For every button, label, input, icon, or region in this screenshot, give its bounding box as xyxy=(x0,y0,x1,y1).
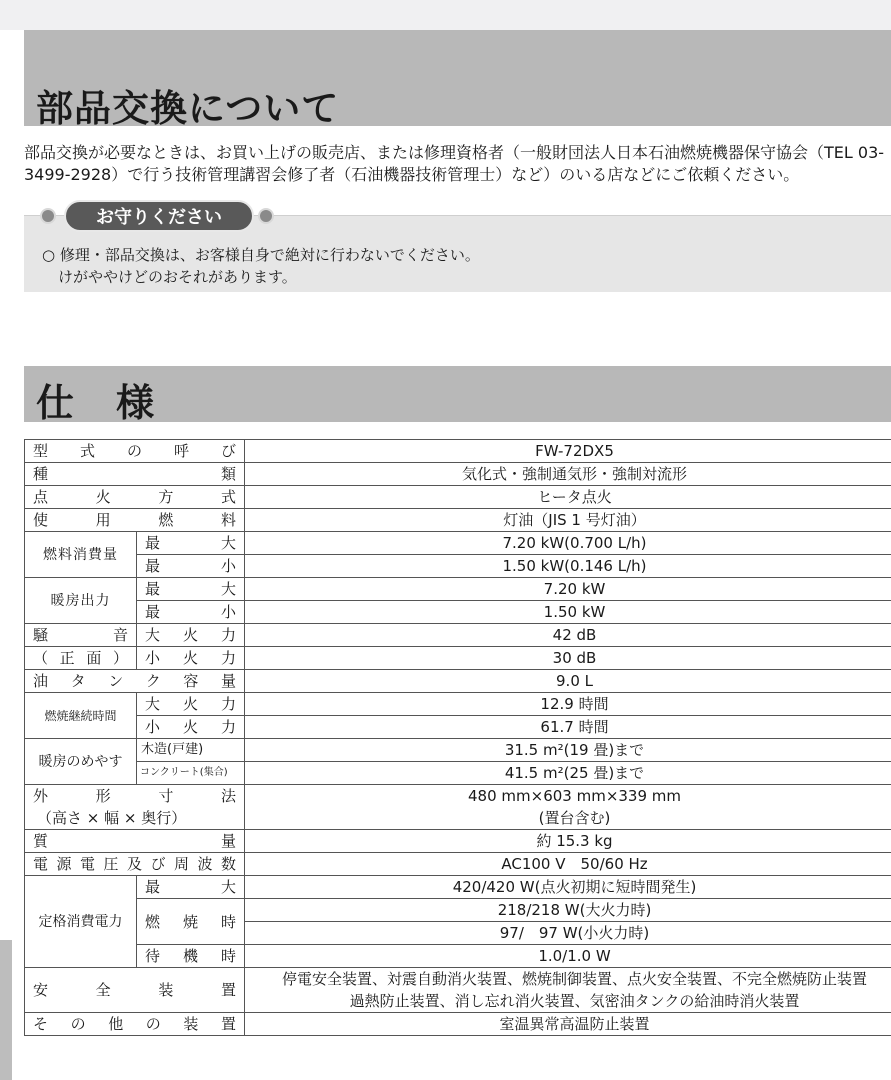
side-tab xyxy=(0,940,12,1080)
other-value: 室温異常高温防止装置 xyxy=(245,1013,891,1036)
weight-value: 約 15.3 kg xyxy=(245,830,891,853)
caution-dot-left-icon xyxy=(40,208,56,224)
safety-line-2: 過熱防止装置、消し忘れ消火装置、気密油タンクの給油時消火装置 xyxy=(349,992,800,1010)
table-row xyxy=(25,486,891,509)
noise-high-label: 大 火 力 xyxy=(137,624,245,647)
heating-min-value: 1.50 kW xyxy=(245,601,891,624)
caution-line-1: ○ 修理・部品交換は、お客様自身で絶対に行わないでください。 xyxy=(42,246,480,264)
table-row xyxy=(25,762,891,785)
heating-min-label: 最 小 xyxy=(137,601,245,624)
consumption-max-label: 最 大 xyxy=(137,532,245,555)
other-label: そ の 他 の 装 置 xyxy=(25,1013,245,1036)
burning-label: 燃 焼 時 xyxy=(137,899,245,945)
heating-max-value: 7.20 kW xyxy=(245,578,891,601)
safety-value xyxy=(245,968,891,1013)
area-wood-value: 31.5 m²(19 畳)まで xyxy=(245,739,891,762)
ignition-value: ヒータ点火 xyxy=(245,486,891,509)
safety-line-1: 停電安全装置、対震自動消火装置、燃焼制御装置、点火安全装置、不完全燃焼防止装置 xyxy=(282,970,868,988)
noise-front-label: （ 正 面 ） xyxy=(25,647,137,670)
consumption-label: 燃料消費量 xyxy=(25,532,137,578)
ignition-label-text: 点 火 方 式 xyxy=(33,488,236,506)
area-concrete-value: 41.5 m²(25 畳)まで xyxy=(245,762,891,785)
burn-high-label: 大 火 力 xyxy=(137,693,245,716)
noise-low-label: 小 火 力 xyxy=(137,647,245,670)
wood-label: 木造(戸建) xyxy=(137,739,245,762)
table-row xyxy=(25,853,891,876)
table-row xyxy=(25,670,891,693)
parts-replacement-title: 部品交換について xyxy=(36,87,340,130)
table-row xyxy=(25,578,891,601)
weight-label: 質 量 xyxy=(25,830,245,853)
table-row xyxy=(25,968,891,1013)
table-row xyxy=(25,830,891,853)
caution-line-2: けがややけどのおそれがあります。 xyxy=(58,268,297,286)
table-row xyxy=(25,440,891,463)
table-row xyxy=(25,509,891,532)
burn-high-value: 12.9 時間 xyxy=(245,693,891,716)
type-label xyxy=(25,463,245,486)
caution-dot-right-icon xyxy=(258,208,274,224)
fuel-label xyxy=(25,509,245,532)
power-burn-high-value: 218/218 W(大火力時) xyxy=(245,899,891,922)
burn-low-label: 小 火 力 xyxy=(137,716,245,739)
noise-high-value: 42 dB xyxy=(245,624,891,647)
spec-header xyxy=(24,366,891,425)
noise-low-value: 30 dB xyxy=(245,647,891,670)
area-label: 暖房のめやす xyxy=(25,739,137,785)
table-row xyxy=(25,716,891,739)
tank-value: 9.0 L xyxy=(245,670,891,693)
power-standby-value: 1.0/1.0 W xyxy=(245,945,891,968)
table-row xyxy=(25,647,891,670)
safety-label: 安 全 装 置 xyxy=(25,968,245,1013)
table-row xyxy=(25,785,891,830)
spec-table xyxy=(24,439,891,1036)
spec-title: 仕 様 xyxy=(36,381,157,425)
tank-label: 油 タ ン ク 容 量 xyxy=(25,670,245,693)
table-row xyxy=(25,739,891,762)
dimensions-label: 外 形 寸 法 （高さ × 幅 × 奥行） xyxy=(25,785,245,830)
power-max-label: 最 大 xyxy=(137,876,245,899)
fuel-value: 灯油（JIS 1 号灯油） xyxy=(245,509,891,532)
model-label xyxy=(25,440,245,463)
ignition-label xyxy=(25,486,245,509)
heating-label: 暖房出力 xyxy=(25,578,137,624)
consumption-min-label: 最 小 xyxy=(137,555,245,578)
power-max-value: 420/420 W(点火初期に短時間発生) xyxy=(245,876,891,899)
parts-intro xyxy=(24,142,891,186)
power-burn-low-value: 97/ 97 W(小火力時) xyxy=(245,922,891,945)
left-margin xyxy=(0,30,24,1080)
burn-low-value: 61.7 時間 xyxy=(245,716,891,739)
parts-replacement-header xyxy=(24,30,891,130)
concrete-label: コンクリート(集合) xyxy=(137,762,245,785)
table-row xyxy=(25,463,891,486)
table-row xyxy=(25,876,891,899)
table-row xyxy=(25,693,891,716)
noise-label: 騒 音 xyxy=(25,624,137,647)
dimensions-note: (置台含む) xyxy=(538,809,611,827)
type-value: 気化式・強制通気形・強制対流形 xyxy=(245,463,891,486)
dimensions-label-2: （高さ × 幅 × 奥行） xyxy=(37,809,187,827)
dimensions-value: 480 mm×603 mm×339 mm (置台含む) xyxy=(245,785,891,830)
table-row xyxy=(25,899,891,922)
consumption-min-value: 1.50 kW(0.146 L/h) xyxy=(245,555,891,578)
intro-line-2: 3499-2928）で行う技術管理講習会修了者（石油機器技術管理士）など）のいる店などにご依頼ください。 xyxy=(24,165,800,184)
table-row xyxy=(25,532,891,555)
top-bar xyxy=(0,0,891,30)
table-row xyxy=(25,624,891,647)
caution-badge: お守りください xyxy=(64,200,254,232)
power-supply-value: AC100 V 50/60 Hz xyxy=(245,853,891,876)
model-label-text: 型 式 の 呼 び xyxy=(33,442,237,460)
table-row xyxy=(25,555,891,578)
intro-line-1: 部品交換が必要なときは、お買い上げの販売店、または修理資格者（一般財団法人日本石油燃焼機器保守協会（TEL 03- xyxy=(24,143,885,162)
heating-max-label: 最 大 xyxy=(137,578,245,601)
consumption-max-value: 7.20 kW(0.700 L/h) xyxy=(245,532,891,555)
fuel-label-text: 使 用 燃 料 xyxy=(33,511,236,529)
table-row xyxy=(25,945,891,968)
model-value: FW-72DX5 xyxy=(245,440,891,463)
table-row xyxy=(25,1013,891,1036)
power-supply-label: 電 源 電 圧 及 び 周 波 数 xyxy=(25,853,245,876)
rated-power-label: 定格消費電力 xyxy=(25,876,137,968)
type-label-text: 種 類 xyxy=(33,465,237,483)
standby-label: 待 機 時 xyxy=(137,945,245,968)
burn-time-label: 燃焼継続時間 xyxy=(25,693,137,739)
table-row xyxy=(25,601,891,624)
